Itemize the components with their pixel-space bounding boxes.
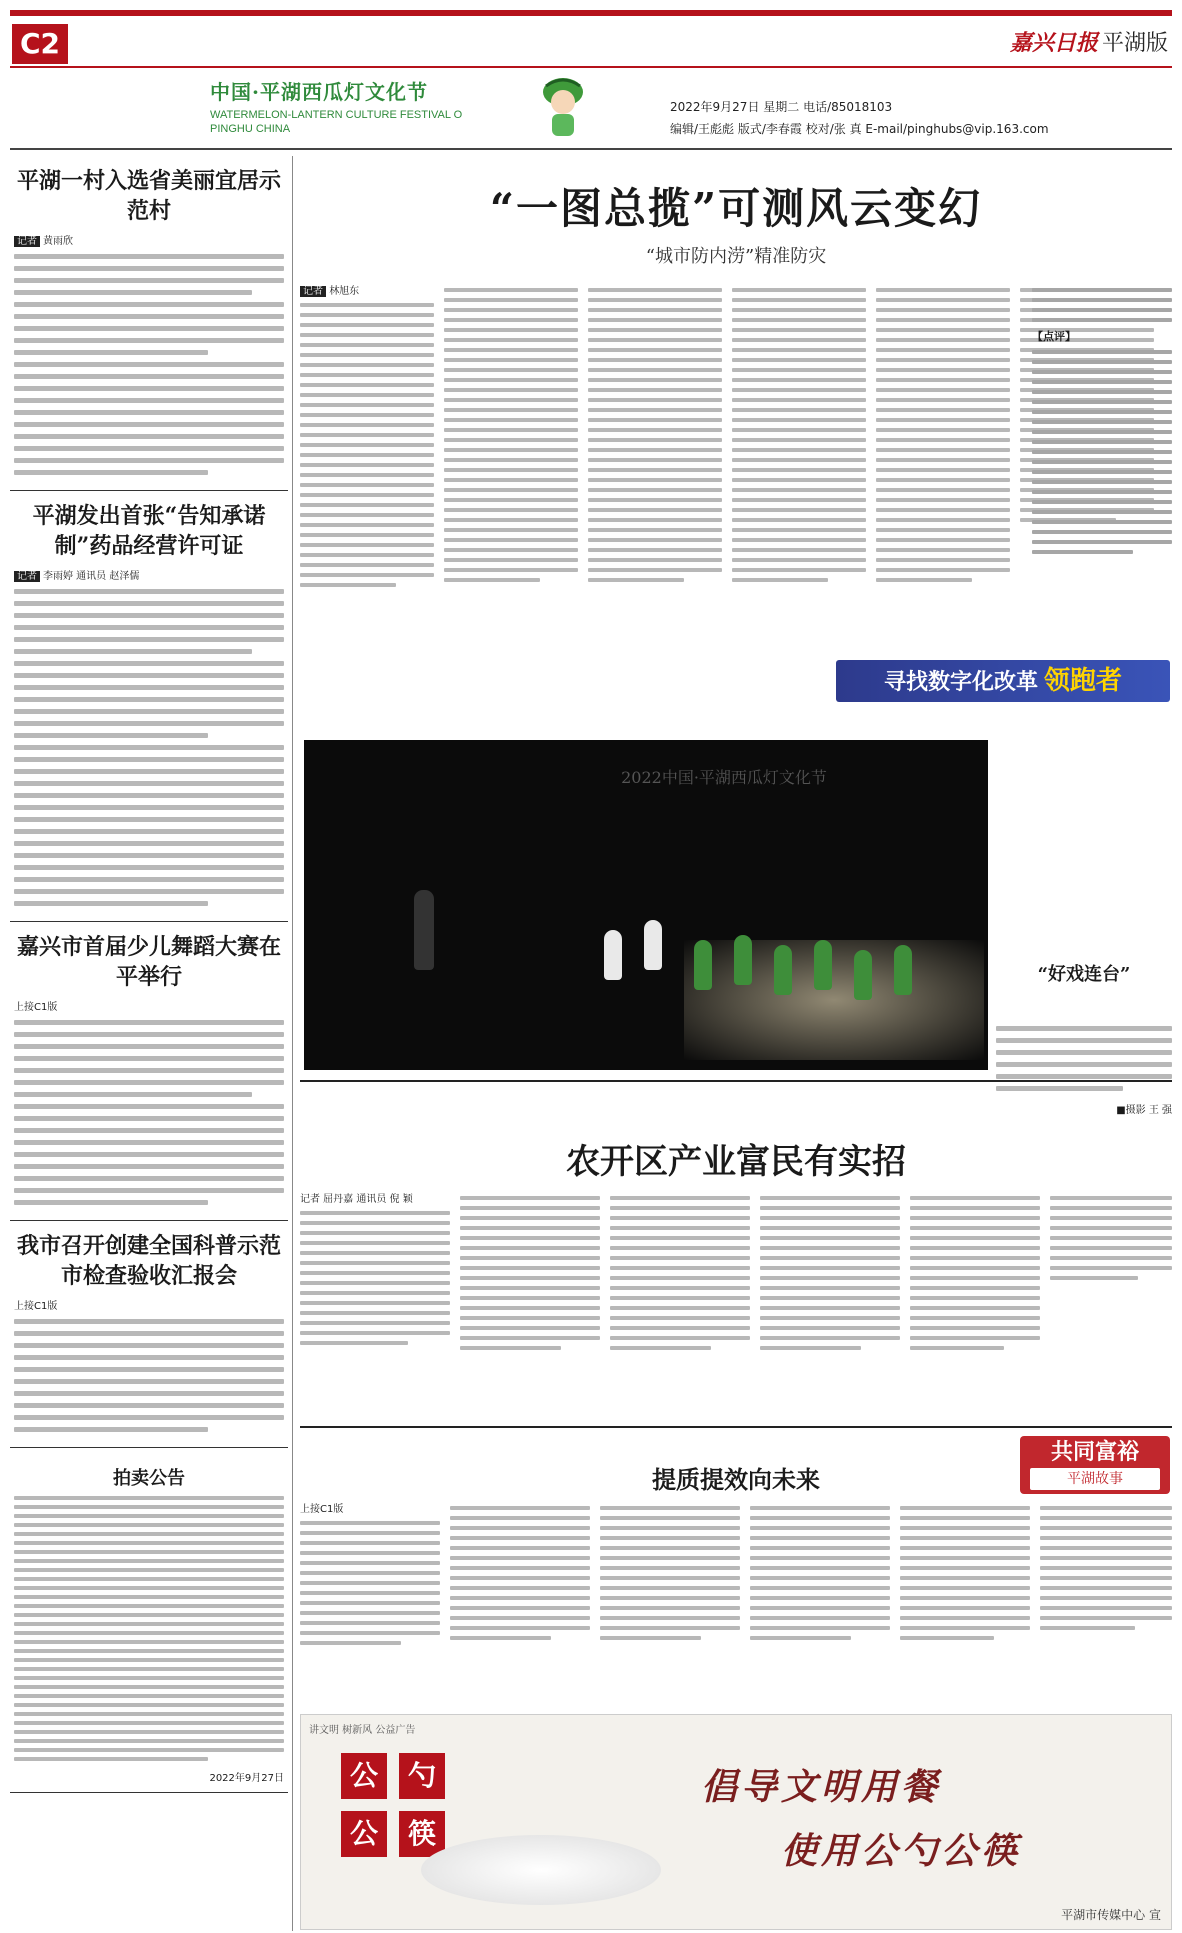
section3-body (300, 1500, 1172, 1700)
issue-editors: 编辑/王彪彪 版式/李春霞 校对/张 真 E-mail/pinghubs@vip.163.com (670, 122, 1049, 136)
text-column (732, 282, 866, 588)
ad-label: 讲文明 树新风 公益广告 (309, 1725, 416, 1736)
dancer-figure (774, 945, 792, 995)
stage-screen-text: 2022中国·平湖西瓜灯文化节 (621, 768, 827, 787)
text-column (300, 1500, 440, 1651)
dancer-figure (814, 940, 832, 990)
story-body (14, 254, 284, 475)
performer-figure (414, 890, 434, 970)
auction-date: 2022年9月27日 (209, 1773, 284, 1784)
text-column (300, 1190, 450, 1351)
festival-logo (210, 76, 510, 135)
page-number-badge: C2 (12, 24, 68, 64)
lead-subheadline: “城市防内涝”精准防灾 (645, 246, 827, 267)
masthead (1010, 26, 1168, 57)
auction-title: 拍卖公告 (113, 1468, 185, 1489)
story-title: 平湖一村入选省美丽宜居示范村 (16, 168, 281, 224)
left-column (10, 156, 288, 1793)
ad-sponsor: 平湖市传媒中心 宣 (1061, 1908, 1161, 1922)
story-byline: 上接C1版 (14, 1002, 58, 1013)
festival-place-en: PINGHU CHINA (210, 123, 291, 135)
newspaper-brand: 嘉兴日报 (1009, 30, 1098, 56)
photo-caption (996, 960, 1172, 1116)
section3-headline: 提质提效向未来 (652, 1465, 820, 1494)
dancer-figure (694, 940, 712, 990)
byline-tag: 记者 (14, 236, 40, 247)
byline-names: 黄雨欣 (43, 236, 73, 247)
text-column (876, 282, 1010, 588)
story-body (14, 1319, 284, 1432)
lead-byline (300, 282, 434, 297)
byline-tag: 记者 (14, 571, 40, 582)
story-title: 我市召开创建全国科普示范市检查验收汇报会 (16, 1233, 281, 1289)
text-column (900, 1500, 1030, 1646)
text-column (1050, 1190, 1172, 1286)
dancer-figure (734, 935, 752, 985)
text-column (450, 1500, 590, 1646)
badge-subtitle: 平湖故事 (1030, 1468, 1160, 1490)
issue-date: 2022年9月27日 星期二 电话/85018103 (670, 100, 893, 114)
edition-name: 平湖版 (1101, 31, 1168, 56)
byline-names: 林旭东 (329, 286, 360, 297)
banner-accent: 领跑者 (1044, 666, 1123, 696)
byline-tag: 记者 (300, 286, 326, 297)
banner-text: 寻找数字化改革 (883, 669, 1038, 695)
lead-story-header (300, 176, 1172, 268)
story-byline (14, 232, 284, 247)
lead-headline: “一图总揽”可测风云变幻 (489, 184, 983, 233)
photo-credit: ■摄影 王 强 (1116, 1105, 1172, 1116)
text-column (600, 1500, 740, 1646)
text-column (760, 1190, 900, 1356)
issue-info (670, 96, 1049, 140)
festival-name-cn: 中国·平湖西瓜灯文化节 (210, 80, 428, 104)
ad-slogan-line1: 倡导文明用餐 (701, 1766, 942, 1808)
section-rule (300, 1426, 1172, 1428)
story-byline: 上接C1版 (14, 1301, 58, 1312)
festival-name-en: WATERMELON-LANTERN CULTURE FESTIVAL O (210, 109, 463, 121)
text-column (444, 282, 578, 588)
text-column (588, 282, 722, 588)
section2-headline: 农开区产业富民有实招 (566, 1142, 906, 1182)
story-science-city (10, 1221, 288, 1448)
commentary-label: 【点评】 (1032, 330, 1076, 343)
story-title: 平湖发出首张“告知承诺制”药品经营许可证 (32, 503, 266, 559)
auction-body (14, 1496, 284, 1761)
text-column (300, 282, 434, 593)
badge-title: 共同富裕 (1050, 1439, 1139, 1465)
section2-body (300, 1190, 1172, 1420)
top-rule (10, 10, 1172, 16)
seal-character: 筷 (399, 1811, 445, 1857)
seal-character: 公 (341, 1811, 387, 1857)
story-drug-license (10, 491, 288, 922)
story-dance-contest (10, 922, 288, 1221)
watermelon-mascot-icon (528, 72, 598, 142)
section2-byline: 记者 屈丹嘉 通讯员 倪 颖 (300, 1194, 413, 1205)
text-column (610, 1190, 750, 1356)
digital-reform-banner (836, 660, 1170, 702)
public-service-ad (300, 1714, 1172, 1930)
dancer-figure (644, 920, 662, 970)
story-body (14, 589, 284, 906)
text-column (910, 1190, 1040, 1356)
section3-byline: 上接C1版 (300, 1504, 344, 1515)
ad-slogan-line2: 使用公勺公筷 (781, 1830, 1022, 1872)
dancer-figure (604, 930, 622, 980)
seal-character: 勺 (399, 1753, 445, 1799)
commentary-column (1032, 282, 1172, 560)
text-column (750, 1500, 890, 1646)
column-divider (292, 156, 293, 1931)
stage-performance-photo (304, 740, 988, 1070)
seal-character: 公 (341, 1753, 387, 1799)
story-beautiful-village (10, 156, 288, 491)
story-body (14, 1020, 284, 1205)
story-title: 嘉兴市首届少儿舞蹈大赛在平举行 (16, 934, 281, 990)
text-column (1040, 1500, 1172, 1636)
header-bottom-rule (10, 148, 1172, 150)
dancer-figure (894, 945, 912, 995)
lead-story-body (300, 282, 1172, 702)
text-column (460, 1190, 600, 1356)
story-byline (14, 567, 284, 582)
section-rule (300, 1080, 1172, 1082)
header-rule (10, 66, 1172, 68)
photo-caption-title: “好戏连台” (1037, 964, 1131, 985)
dancer-figure (854, 950, 872, 1000)
byline-names: 李雨婷 通讯员 赵泽儒 (43, 571, 140, 582)
auction-notice (10, 1448, 288, 1793)
plate-spoon-image (421, 1835, 661, 1905)
